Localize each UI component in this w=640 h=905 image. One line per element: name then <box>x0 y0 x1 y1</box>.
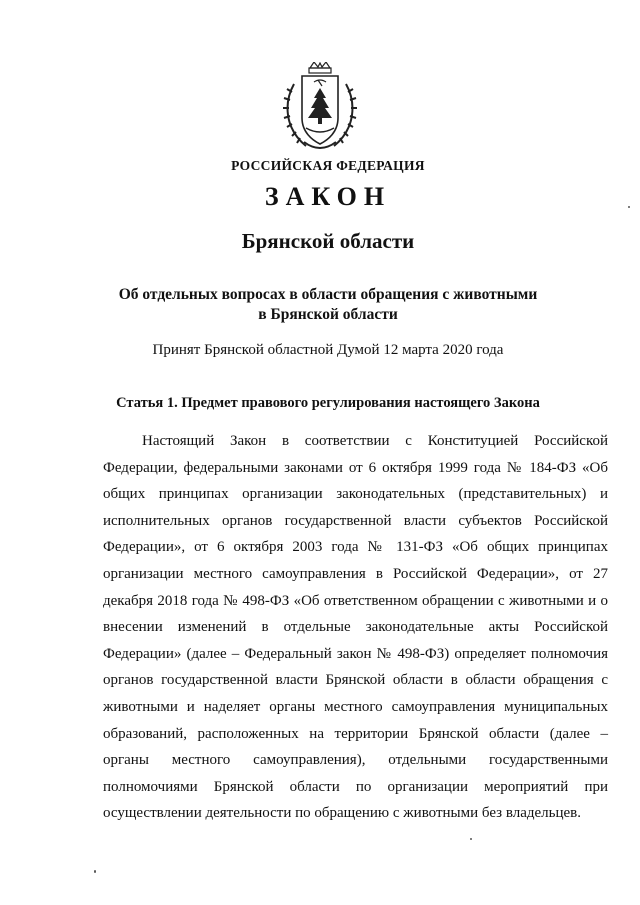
law-subject-title <box>8 285 640 325</box>
law-subject-line-2: в Брянской области <box>258 306 398 323</box>
law-subject-line-1: Об отдельных вопросах в области обращения с животными <box>118 286 538 303</box>
document-type: ЗАКОН <box>264 182 392 211</box>
region-name: Брянской области <box>241 229 415 253</box>
article-heading: Статья 1. Предмет правового регулирования настоящего Закона <box>116 395 540 411</box>
bryansk-coat-of-arms-icon <box>280 62 360 154</box>
country-name: РОССИЙСКАЯ ФЕДЕРАЦИЯ <box>231 158 425 173</box>
article-body-text: Настоящий Закон в соответствии с Конституцией Российской Федерации, федеральными законами от 6 октября 1999 года № 184-ФЗ «Об общих принципах организации законодательных (представительных) и исполнительных органов государственной власти субъектов Российской Федерации», от 6 октября 2003 года № 131-ФЗ «Об общих принципах организации местного самоуправления в Российской Федерации», от 27 декабря 2018 года № 498-ФЗ «Об ответственном обращении с животными и о внесении изменений в отдельные законодательные акты Российской Федерации» (далее – Федеральный закон № 498-ФЗ) определяет полномочия органов государственной власти Брянской области в области обращения с животными и наделяет органы местного самоуправления муниципальных образований, расположенных на территории Брянской области (далее – органы местного самоуправления), отдельными государственными полномочиями Брянской области по организации мероприятий при осуществлении деятельности по обращению с животными без владельцев. <box>103 433 608 822</box>
scan-speck <box>94 870 96 873</box>
scan-speck <box>470 838 472 840</box>
scan-speck <box>628 206 630 208</box>
adoption-note: Принят Брянской областной Думой 12 марта 2020 года <box>152 342 504 358</box>
